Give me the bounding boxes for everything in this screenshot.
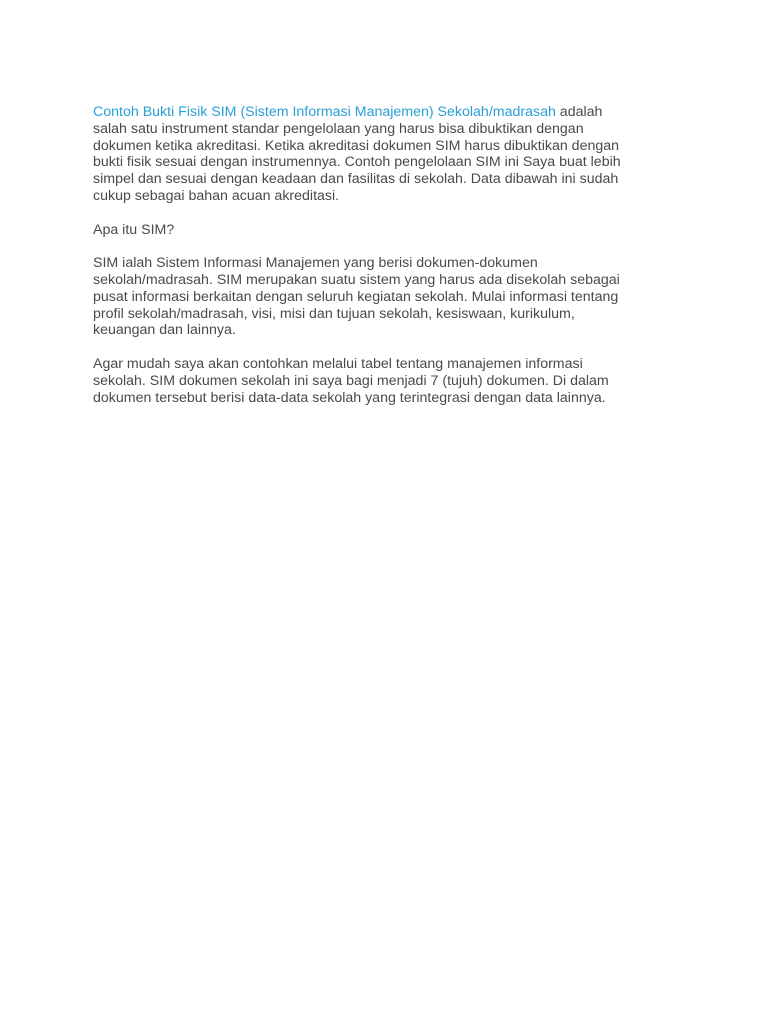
text-line: keuangan dan lainnya. [93, 322, 236, 339]
question-heading: Apa itu SIM? [93, 221, 175, 238]
document-body [93, 104, 683, 423]
intro-first-line-rest: adalah [555, 104, 603, 120]
text-line: sekolah. SIM dokumen sekolah ini saya bagi menjadi 7 (tujuh) dokumen. Di dalam [93, 372, 609, 389]
text-line: profil sekolah/madrasah, visi, misi dan tujuan sekolah, kesiswaan, kurikulum, [93, 305, 575, 322]
text-line: salah satu instrument standar pengelolaan yang harus bisa dibuktikan dengan [93, 120, 584, 137]
text-line: dokumen ketika akreditasi. Ketika akreditasi dokumen SIM harus dibuktikan dengan [93, 137, 620, 154]
text-line: dokumen tersebut berisi data-data sekolah yang terintegrasi dengan data lainnya. [93, 389, 606, 406]
article-title-link[interactable]: Contoh Bukti Fisik SIM (Sistem Informasi Manajemen) Sekolah/madrasah [93, 104, 556, 120]
question-paragraph [93, 222, 683, 239]
intro-first-line [93, 104, 683, 121]
text-line: bukti fisik sesuai dengan instrumennya. Contoh pengelolaan SIM ini Saya buat lebih [93, 154, 621, 171]
text-line: pusat informasi berkaitan dengan seluruh kegiatan sekolah. Mulai informasi tentang [93, 288, 619, 305]
example-paragraph [93, 356, 683, 406]
text-line: sekolah/madrasah. SIM merupakan suatu sistem yang harus ada disekolah sebagai [93, 271, 620, 288]
intro-paragraph [93, 104, 683, 205]
text-line: Agar mudah saya akan contohkan melalui tabel tentang manajemen informasi [93, 355, 583, 372]
text-line: SIM ialah Sistem Informasi Manajemen yang berisi dokumen-dokumen [93, 255, 538, 272]
text-line: simpel dan sesuai dengan keadaan dan fasilitas di sekolah. Data dibawah ini sudah [93, 171, 619, 188]
definition-paragraph [93, 255, 683, 339]
text-line: cukup sebagai bahan acuan akreditasi. [93, 187, 340, 204]
